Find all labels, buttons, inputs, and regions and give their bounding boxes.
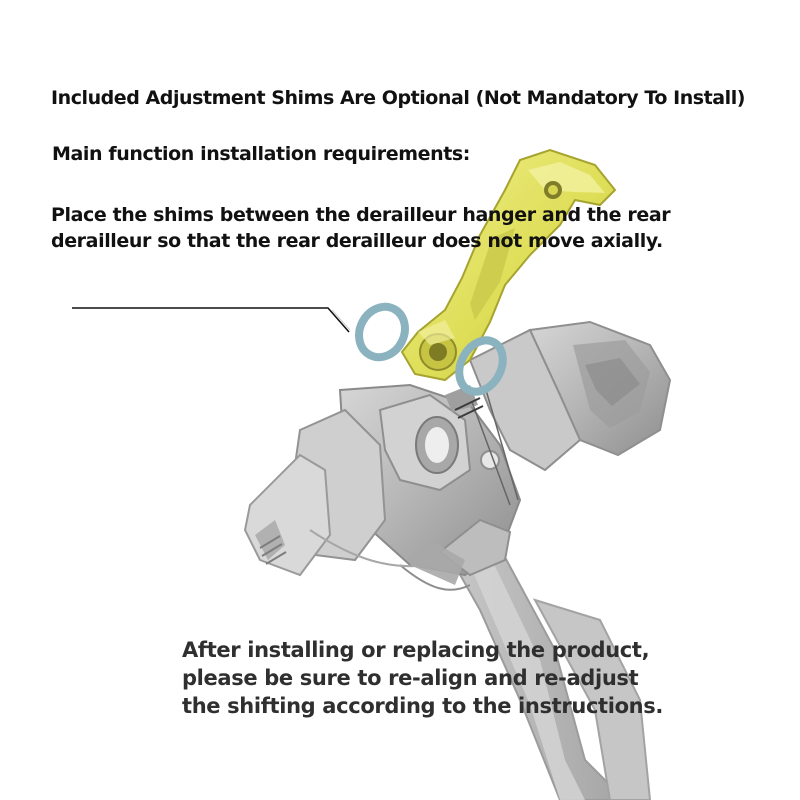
installation-instruction xyxy=(51,202,670,254)
note-line-3: the shifting according to the instructions. xyxy=(182,694,664,718)
after-install-note xyxy=(182,636,663,720)
instruction-line-2: derailleur so that the rear derailleur does not move axially. xyxy=(51,230,663,252)
subheading: Main function installation requirements: xyxy=(52,143,470,165)
note-line-1: After installing or replacing the product, xyxy=(182,638,650,662)
instruction-line-1: Place the shims between the derailleur hanger and the rear xyxy=(51,204,671,226)
note-line-2: please be sure to re-align and re-adjust xyxy=(182,666,639,690)
headline: Included Adjustment Shims Are Optional (Not Mandatory To Install) xyxy=(51,87,746,109)
callout-line xyxy=(72,308,349,332)
